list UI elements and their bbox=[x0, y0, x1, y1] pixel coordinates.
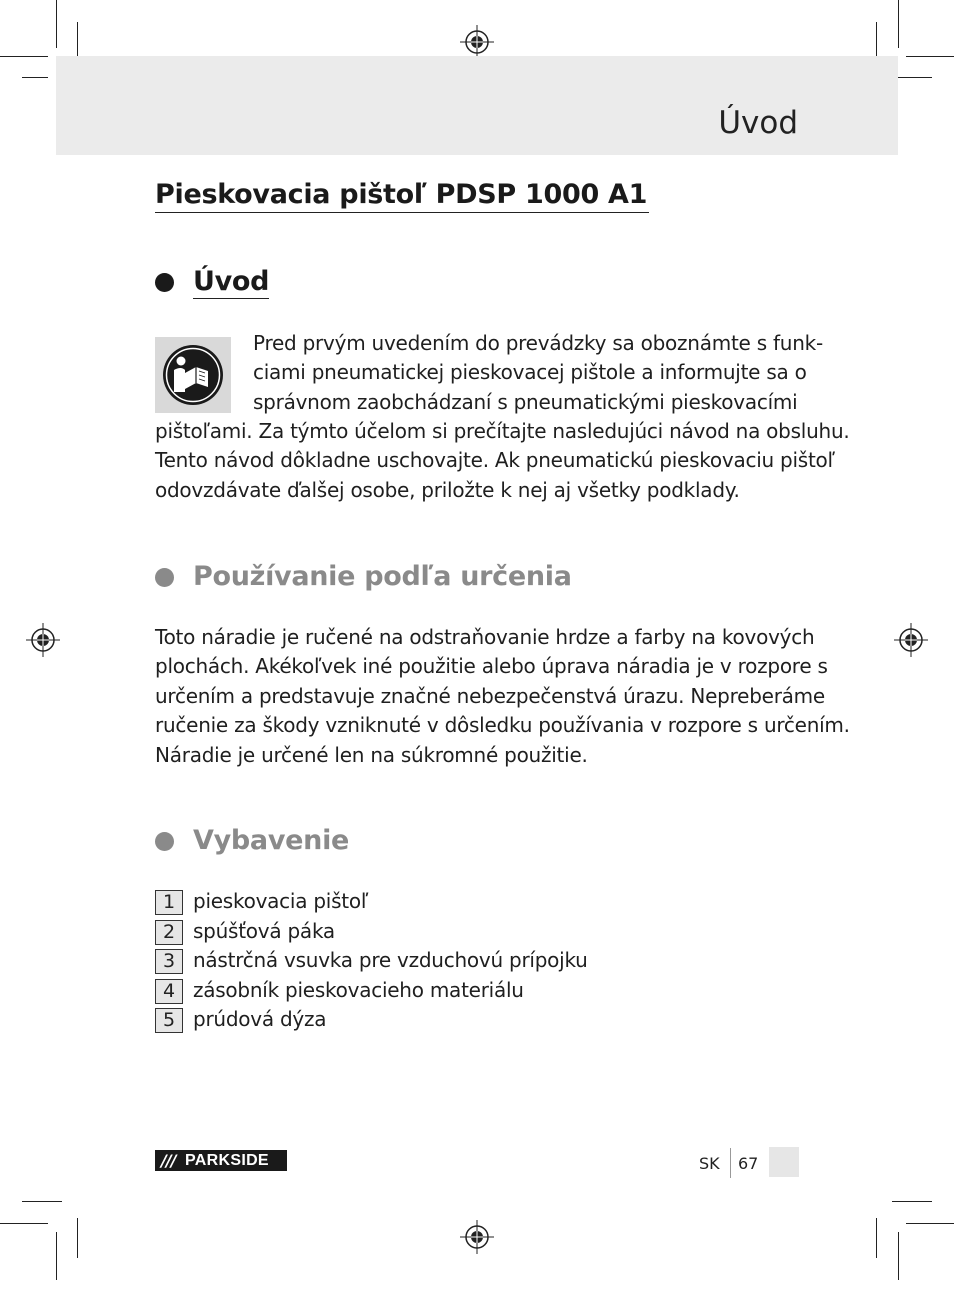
crop-mark bbox=[906, 1223, 954, 1224]
paragraph-line: Náradie je určené len na súkromné použitie. bbox=[155, 742, 588, 767]
item-number-box: 1 bbox=[155, 890, 183, 915]
brand-logo bbox=[155, 1150, 287, 1171]
page-number: 67 bbox=[738, 1154, 759, 1173]
crop-mark bbox=[22, 77, 48, 78]
footer-tab-box bbox=[769, 1147, 799, 1177]
paragraph-line: ciami pneumatickej pieskovacej pištole a informujte sa o bbox=[253, 360, 807, 385]
bullet-dot-icon bbox=[155, 832, 174, 851]
brand-slashes-icon: /// bbox=[161, 1151, 176, 1170]
registration-mark-icon bbox=[460, 25, 494, 59]
item-label: nástrčná vsuvka pre vzduchovú prípojku bbox=[193, 948, 588, 972]
crop-mark bbox=[56, 0, 57, 48]
crop-mark bbox=[22, 1201, 62, 1202]
read-manual-icon bbox=[155, 337, 231, 413]
paragraph-line: správnom zaobchádzaní s pneumatickými pieskovacími bbox=[253, 389, 798, 414]
paragraph-line: Pred prvým uvedením do prevádzky sa oboznámte s funk- bbox=[253, 331, 823, 355]
brand-name: PARKSIDE bbox=[185, 1152, 269, 1169]
item-label: spúšťová páka bbox=[193, 919, 335, 943]
registration-mark-icon bbox=[894, 623, 928, 657]
intro-paragraph-wrapped bbox=[253, 329, 823, 417]
crop-mark bbox=[56, 1232, 57, 1280]
crop-mark bbox=[0, 56, 48, 57]
page-header-title: Úvod bbox=[718, 105, 798, 141]
paragraph-line: určením a predstavuje značné nebezpečenstvá úrazu. Nepreberáme bbox=[155, 683, 825, 708]
crop-mark bbox=[77, 1218, 78, 1258]
paragraph-line: ručenie za škody vzniknuté v dôsledku používania v rozpore s určením. bbox=[155, 713, 850, 738]
crop-mark bbox=[898, 0, 899, 48]
crop-mark bbox=[876, 1218, 877, 1258]
intended-use-paragraph bbox=[155, 623, 850, 770]
section-heading-intended-use: Používanie podľa určenia bbox=[193, 561, 572, 592]
item-label: prúdová dýza bbox=[193, 1007, 327, 1031]
crop-mark bbox=[0, 1223, 48, 1224]
paragraph-line: odovzdávate ďalšej osobe, priložte k nej aj všetky podklady. bbox=[155, 477, 740, 502]
paragraph-line: pištoľami. Za týmto účelom si prečítajte nasledujúci návod na obsluhu. bbox=[155, 419, 850, 443]
bullet-dot-icon bbox=[155, 568, 174, 587]
document-title: Pieskovacia pištoľ PDSP 1000 A1 bbox=[155, 178, 649, 213]
item-number-box: 3 bbox=[155, 949, 183, 974]
crop-mark bbox=[892, 1201, 932, 1202]
section-heading-equipment: Vybavenie bbox=[193, 825, 350, 856]
bullet-dot-icon bbox=[155, 273, 174, 292]
item-number-box: 4 bbox=[155, 979, 183, 1004]
item-number-box: 5 bbox=[155, 1008, 183, 1033]
footer-language: SK bbox=[699, 1154, 720, 1173]
paragraph-line: Toto náradie je ručené na odstraňovanie hrdze a farby na kovových bbox=[155, 625, 815, 649]
paragraph-line: Tento návod dôkladne uschovajte. Ak pneumatickú pieskovaciu pištoľ bbox=[155, 448, 835, 473]
section-heading-intro: Úvod bbox=[193, 266, 269, 299]
item-label: pieskovacia pištoľ bbox=[193, 889, 369, 913]
registration-mark-icon bbox=[460, 1220, 494, 1254]
crop-mark bbox=[898, 1232, 899, 1280]
crop-mark bbox=[906, 56, 954, 57]
paragraph-line: plochách. Akékoľvek iné použitie alebo úprava náradia je v rozpore s bbox=[155, 654, 828, 679]
footer-divider bbox=[730, 1148, 731, 1178]
item-label: zásobník pieskovacieho materiálu bbox=[193, 978, 524, 1002]
item-number-box: 2 bbox=[155, 920, 183, 945]
intro-paragraph-full bbox=[155, 417, 849, 505]
registration-mark-icon bbox=[26, 623, 60, 657]
crop-mark bbox=[892, 77, 932, 78]
